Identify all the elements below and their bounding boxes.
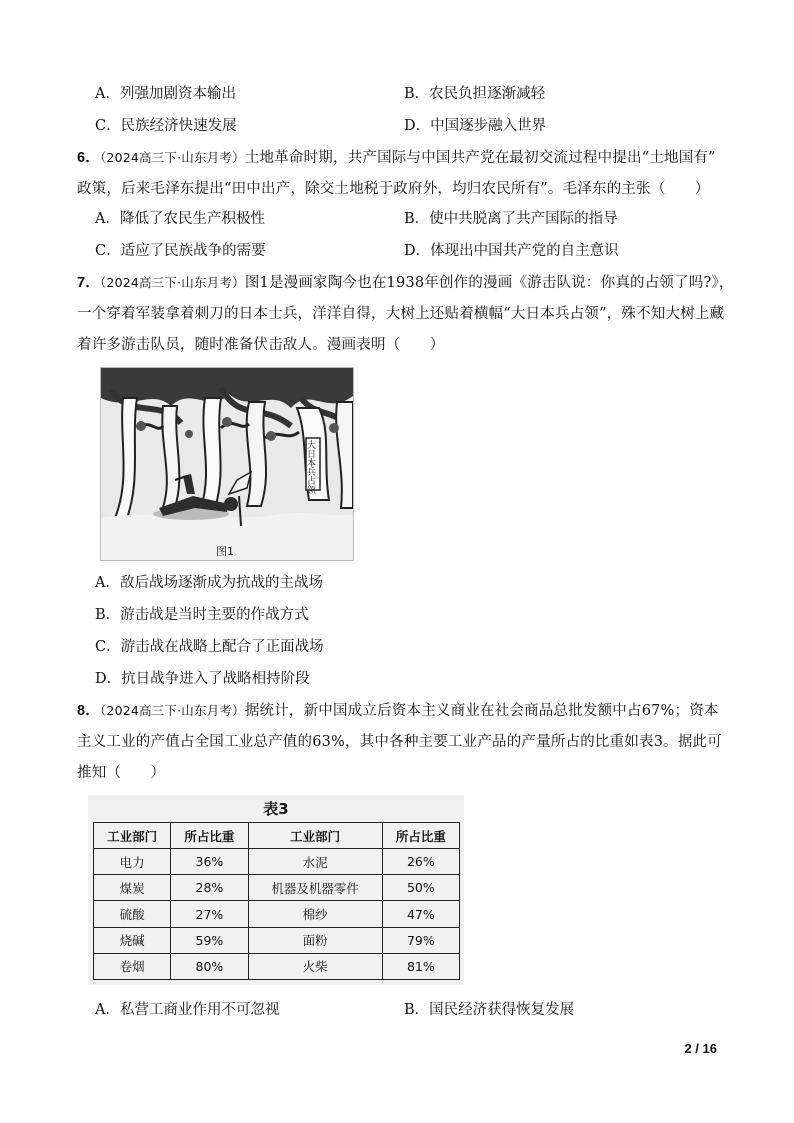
table-cell: 79% [382, 927, 459, 953]
q6-number: 6． [77, 150, 100, 166]
q6-source: （2024高三下·山东月考） [99, 150, 245, 165]
q6-option-c: C．适应了民族战争的需要 [95, 243, 266, 259]
q8-stem-line-2: 主义工业的产值占全国工业总产值的63%，其中各种主要工业产品的产量所占的比重如表3。据此可 [77, 734, 722, 750]
table-cell: 80% [171, 953, 248, 979]
q6-stem-line-2: 政策，后来毛泽东提出“田中出产，除交土地税于政府外，均归农民所有”。毛泽东的主张（ ） [77, 181, 710, 197]
table-cell: 水泥 [248, 849, 382, 875]
cartoon-figure [100, 367, 354, 561]
q7-option-b: B．游击战是当时主要的作战方式 [95, 607, 309, 623]
table-cell: 卷烟 [94, 953, 171, 979]
table-cell: 28% [171, 875, 248, 901]
table-cell: 煤炭 [94, 875, 171, 901]
q7-source: （2024高三下·山东月考） [99, 275, 245, 290]
page-number: 2 / 16 [684, 1041, 717, 1056]
q7-stem-line-3: 着许多游击队员，随时准备伏击敌人。漫画表明（ ） [77, 337, 445, 353]
q6-option-a: A．降低了农民生产积极性 [95, 211, 265, 227]
table-cell: 电力 [94, 849, 171, 875]
cartoon-banner-text: 大日本兵占领 [307, 441, 317, 496]
table-row [94, 901, 460, 927]
q8-stem-line-1 [77, 699, 719, 720]
q5-option-c: C．民族经济快速发展 [95, 118, 237, 134]
table-header-cell: 工业部门 [248, 823, 382, 849]
table-cell: 81% [382, 953, 459, 979]
table-cell: 烧碱 [94, 927, 171, 953]
table-3-image [88, 795, 464, 985]
q7-number: 7． [77, 275, 100, 291]
table-cell: 硫酸 [94, 901, 171, 927]
q7-option-c: C．游击战在战略上配合了正面战场 [95, 639, 324, 655]
q7-option-a: A．敌后战场逐渐成为抗战的主战场 [95, 575, 323, 591]
industry-share-table [93, 822, 460, 980]
q6-option-d: D．体现出中国共产党的自主意识 [404, 243, 619, 259]
table-cell: 59% [171, 927, 248, 953]
table-cell: 机器及机器零件 [248, 875, 382, 901]
q8-option-b: B．国民经济获得恢复发展 [404, 1002, 575, 1018]
q8-number: 8． [77, 703, 100, 719]
q7-stem-line-2: 一个穿着军装拿着刺刀的日本士兵，洋洋自得，大树上还贴着横幅“大日本兵占领”，殊不知大树上藏 [77, 306, 725, 322]
table-cell: 27% [171, 901, 248, 927]
table-header-cell: 工业部门 [94, 823, 171, 849]
q7-option-d: D．抗日战争进入了战略相持阶段 [95, 671, 310, 687]
q6-option-b: B．使中共脱离了共产国际的指导 [404, 211, 618, 227]
table-cell: 26% [382, 849, 459, 875]
q8-stem-line-3: 推知（ ） [77, 765, 166, 781]
table-cell: 火柴 [248, 953, 382, 979]
q5-option-d: D．中国逐步融入世界 [404, 118, 547, 134]
q7-stem-line-1 [77, 271, 734, 292]
table-header-cell: 所占比重 [171, 823, 248, 849]
q5-option-b: B．农民负担逐渐减轻 [404, 86, 546, 102]
q6-stem-line-1 [77, 146, 716, 167]
table-row [94, 875, 460, 901]
table-cell: 47% [382, 901, 459, 927]
q7-text-1: 图1是漫画家陶今也在1938年创作的漫画《游击队说：你真的占领了吗?》， [244, 275, 734, 291]
table-row [94, 927, 460, 953]
table-cell: 棉纱 [248, 901, 382, 927]
q8-option-a: A．私营工商业作用不可忽视 [95, 1002, 280, 1018]
q8-source: （2024高三下·山东月考） [99, 703, 245, 718]
table-title: 表3 [263, 800, 289, 818]
q8-text-1: 据统计，新中国成立后资本主义商业在社会商品总批发额中占67%；资本 [244, 703, 719, 719]
figure-caption: 图1 [216, 545, 234, 558]
table-row [94, 849, 460, 875]
table-cell: 36% [171, 849, 248, 875]
q6-text-1: 土地革命时期，共产国际与中国共产党在最初交流过程中提出“土地国有” [244, 150, 716, 166]
table-cell: 面粉 [248, 927, 382, 953]
table-header-row [94, 823, 460, 849]
q5-option-a: A．列强加剧资本输出 [95, 86, 236, 102]
table-cell: 50% [382, 875, 459, 901]
table-header-cell: 所占比重 [382, 823, 459, 849]
table-row [94, 953, 460, 979]
